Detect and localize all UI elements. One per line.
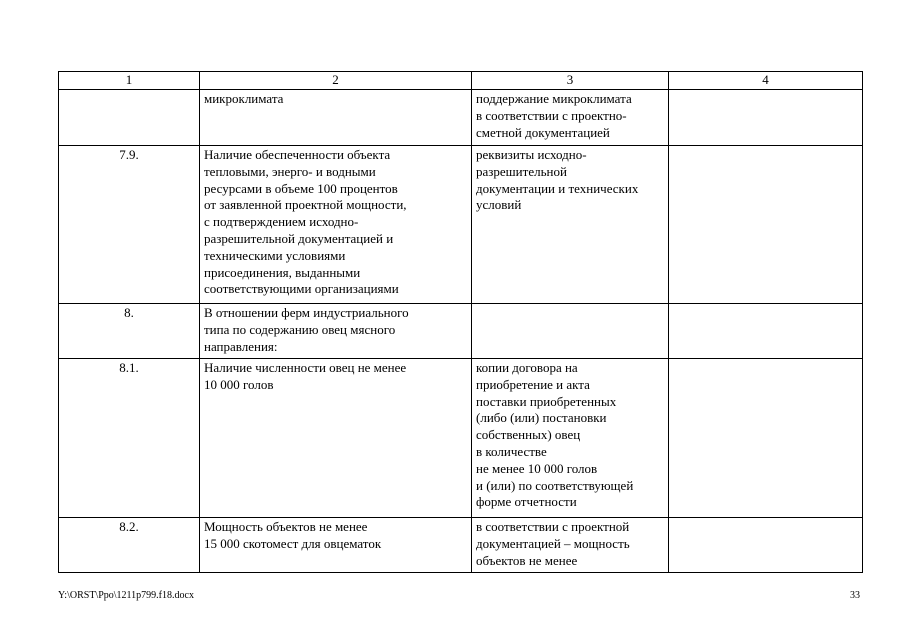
table-row <box>59 518 863 573</box>
documents-line: собственных) овец <box>476 427 581 443</box>
table-row <box>59 146 863 304</box>
description-line: с подтверждением исходно- <box>204 214 359 230</box>
description-line: ресурсами в объеме 100 процентов <box>204 180 398 196</box>
item-description <box>200 146 472 304</box>
item-number <box>59 90 200 146</box>
footer-file-path: Y:\ORST\Ppo\1211p799.f18.docx <box>58 590 194 601</box>
documents-line: разрешительной <box>476 163 567 179</box>
documents-line: условий <box>476 197 522 213</box>
documents-line: форме отчетности <box>476 494 577 510</box>
documents-line: поставки приобретенных <box>476 393 617 409</box>
item-description <box>200 518 472 573</box>
item-documents <box>472 359 669 518</box>
documents-line: сметной документацией <box>476 124 610 140</box>
description-line: микроклимата <box>204 91 284 106</box>
documents-line: не менее 10 000 голов <box>476 460 598 476</box>
description-line: тепловыми, энерго- и водными <box>204 163 376 179</box>
documents-line: документации и технических <box>476 180 639 196</box>
column-header-4: 4 <box>669 72 863 90</box>
footer-page-number: 33 <box>850 590 860 601</box>
description-line: от заявленной проектной мощности, <box>204 197 407 213</box>
documents-line: поддержание микроклимата <box>476 91 632 106</box>
description-line: разрешительной документацией и <box>204 230 394 246</box>
item-column-4 <box>669 90 863 146</box>
item-documents <box>472 146 669 304</box>
item-column-4 <box>669 359 863 518</box>
documents-line: в соответствии с проектной <box>476 519 630 534</box>
item-column-4 <box>669 518 863 573</box>
item-number: 8. <box>59 304 200 359</box>
description-line: 10 000 голов <box>204 376 274 392</box>
item-description <box>200 304 472 359</box>
table-row <box>59 90 863 146</box>
table-header-row <box>59 72 863 90</box>
description-line: типа по содержанию овец мясного <box>204 321 396 337</box>
column-header-2: 2 <box>200 72 472 90</box>
item-number: 8.2. <box>59 518 200 573</box>
description-line: соответствующими организациями <box>204 281 399 297</box>
description-line: Мощность объектов не менее <box>204 519 368 534</box>
documents-line: объектов не менее <box>476 552 578 568</box>
table-row <box>59 359 863 518</box>
documents-line: в соответствии с проектно- <box>476 107 627 123</box>
description-line: техническими условиями <box>204 247 346 263</box>
description-line: 15 000 скотомест для овцематок <box>204 535 382 551</box>
item-documents <box>472 518 669 573</box>
description-line: направления: <box>204 338 278 354</box>
item-column-4 <box>669 304 863 359</box>
description-line: Наличие численности овец не менее <box>204 360 407 375</box>
item-column-4 <box>669 146 863 304</box>
documents-line: документацией – мощность <box>476 535 630 551</box>
item-description <box>200 90 472 146</box>
documents-line: реквизиты исходно- <box>476 147 587 162</box>
documents-line: приобретение и акта <box>476 376 590 392</box>
documents-line: (либо (или) постановки <box>476 410 607 426</box>
column-header-1: 1 <box>59 72 200 90</box>
documents-line: копии договора на <box>476 360 578 375</box>
item-number: 7.9. <box>59 146 200 304</box>
description-line: присоединения, выданными <box>204 264 361 280</box>
item-number: 8.1. <box>59 359 200 518</box>
documents-line: в количестве <box>476 443 547 459</box>
requirements-table <box>58 71 863 573</box>
column-header-3: 3 <box>472 72 669 90</box>
description-line: Наличие обеспеченности объекта <box>204 147 391 162</box>
item-documents <box>472 90 669 146</box>
documents-line: и (или) по соответствующей <box>476 477 634 493</box>
item-documents <box>472 304 669 359</box>
table-row <box>59 304 863 359</box>
item-description <box>200 359 472 518</box>
description-line: В отношении ферм индустриального <box>204 305 409 320</box>
